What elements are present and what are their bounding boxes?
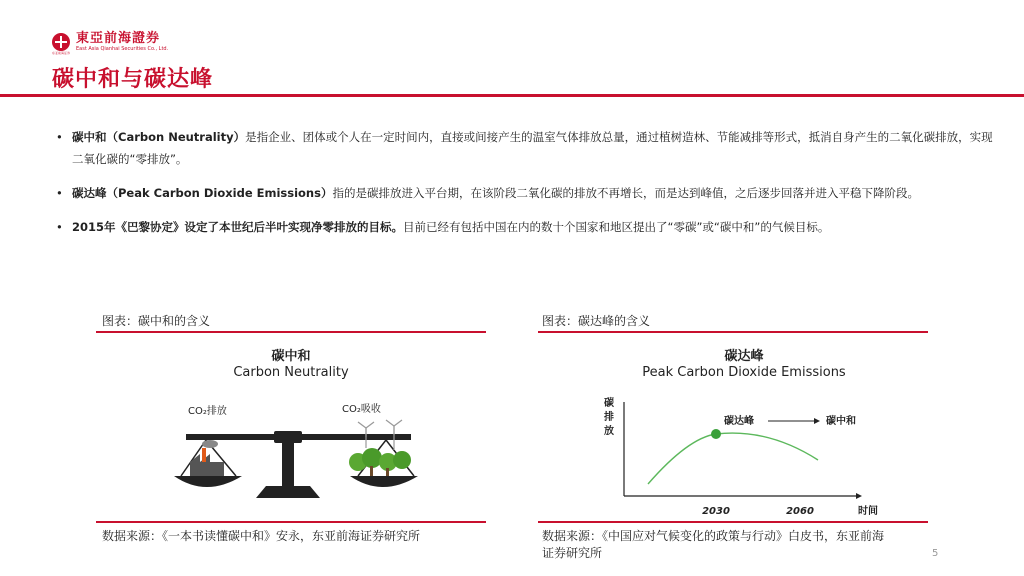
right-figure-source [542, 528, 932, 562]
tree-icon [349, 448, 411, 476]
neutral-label: 碳中和 [826, 416, 856, 427]
peak-point [711, 429, 721, 439]
left-figure-caption: 图表：碳中和的含义 [102, 314, 211, 328]
bullet-text: 指的是碳排放进入平台期，在该阶段二氧化碳的排放不再增长，而是达到峰值，之后逐步回落并进入平稳下降阶段。 [332, 186, 919, 200]
peak-label: 碳达峰 [724, 416, 754, 427]
right-source-divider [538, 521, 928, 523]
bullet-carbon-peak [56, 182, 996, 204]
title-divider [0, 94, 1024, 97]
logo-cn: 東亞前海證券 [76, 31, 161, 46]
balance-base [256, 486, 320, 498]
factory-icon [190, 440, 224, 476]
emission-curve [648, 433, 818, 484]
x-tick-2060: 2060 [786, 506, 814, 516]
x-axis-label: 时间 [858, 506, 878, 516]
right-caption-divider [538, 331, 928, 333]
bullet-bold: 碳中和（Carbon Neutrality） [72, 130, 246, 144]
bullet-paris-agreement [56, 216, 996, 238]
right-source-line2: 证券研究所 [542, 546, 603, 560]
bullet-carbon-neutrality [56, 126, 996, 170]
right-title-cn: 碳达峰 [724, 349, 764, 364]
logo-icon [52, 33, 70, 51]
y-axis-label: 碳排放 [604, 398, 614, 437]
page-title: 碳中和与碳达峰 [52, 67, 214, 92]
bullet-bold: 碳达峰（Peak Carbon Dioxide Emissions） [72, 186, 333, 200]
company-logo [52, 32, 168, 52]
bullet-text: 是指企业、团体或个人在一定时间内，直接或间接产生的温室气体排放总量，通过植树造林、节能减排等形式，抵消自身产生的二氧化碳排放，实现二氧化碳的“零排放”。 [72, 130, 993, 166]
carbon-neutrality-illustration [96, 336, 486, 516]
x-tick-2030: 2030 [702, 506, 730, 516]
left-figure-source: 数据来源：《一本书读懂碳中和》安永，东亚前海证券研究所 [102, 529, 421, 543]
right-title-en: Peak Carbon Dioxide Emissions [642, 365, 846, 380]
page-number: 5 [932, 548, 939, 559]
left-caption-divider [96, 331, 486, 333]
left-title-cn: 碳中和 [271, 349, 311, 364]
right-source-line1: 数据来源：《中国应对气候变化的政策与行动》白皮书，东亚前海 [542, 529, 885, 543]
carbon-peak-chart [538, 336, 928, 516]
bullet-list [56, 126, 996, 250]
right-pan [350, 476, 418, 487]
left-pan [174, 476, 242, 487]
logo-small-text: 东亚前海证券 [52, 51, 71, 55]
left-title-en: Carbon Neutrality [233, 365, 349, 380]
logo-en: East Asia Qianhai Securities Co., Ltd. [76, 46, 169, 52]
balance-pivot [274, 431, 302, 443]
label-co2-absorption: CO₂吸收 [342, 404, 381, 415]
right-figure-caption: 图表：碳达峰的含义 [542, 314, 651, 328]
label-co2-emission: CO₂排放 [188, 406, 227, 417]
left-source-divider [96, 521, 486, 523]
bullet-text: 目前已经有包括中国在内的数十个国家和地区提出了“零碳”或“碳中和”的气候目标。 [403, 220, 830, 234]
bullet-bold: 2015年《巴黎协定》设定了本世纪后半叶实现净零排放的目标。 [72, 220, 404, 234]
balance-post [282, 443, 294, 487]
